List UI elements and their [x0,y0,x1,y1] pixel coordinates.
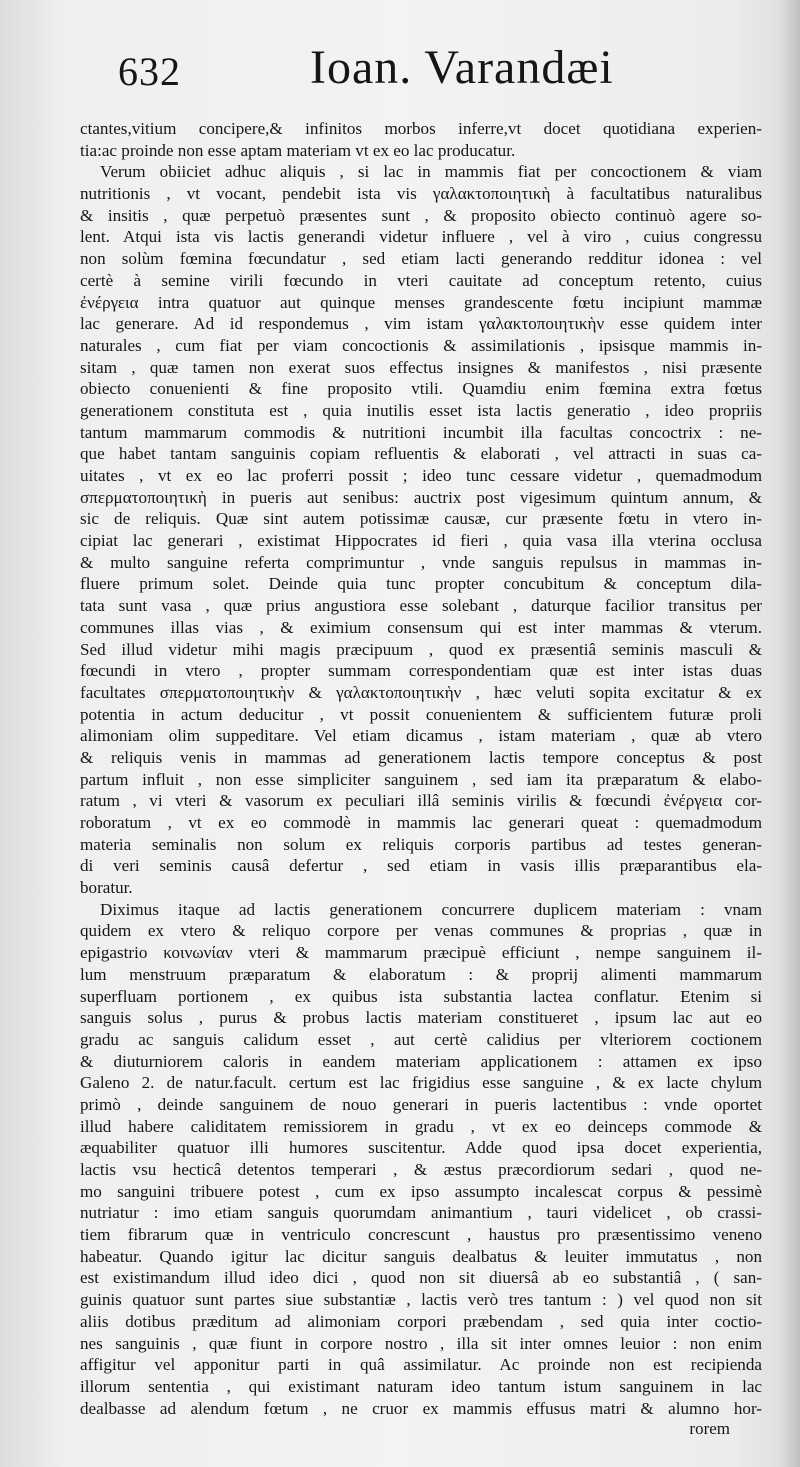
text-line: Galeno 2. de natur.facult. certum est lac frigidius esse sanguine , & ex lacte chylum [80,1073,762,1093]
text-line: illud habere caliditatem remissiorem in gradu , vt ex eo deinceps commode & [80,1116,762,1136]
text-line: est existimandum illud ideo dici , quod non sit diuersâ ab eo substantiâ , ( san- [80,1268,762,1288]
text-line: obiecto conuenienti & fine proposito vtili. Quamdiu enim fœmina extra fœtus [80,379,762,399]
text-line: tiem fibrarum quæ in ventriculo concrescunt , haustus pro præsentissimo veneno [80,1225,762,1245]
body-text [80,118,762,1419]
text-line: nutriatur : imo etiam sanguis quorumdam animantium , tauri videlicet , ob crassi- [80,1203,762,1223]
text-line: uitates , vt ex eo lac proferri possit ; ideo tunc cessare videtur , quemadmodum [80,466,762,485]
text-line: alimoniam olim suppeditare. Vel etiam dicamus , istam materiam , quæ ab vtero [80,726,762,746]
text-line: illorum sententia , qui existimant naturam ideo tantum istum sanguinem in lac [80,1376,762,1396]
text-line: gradu ac sanguis calidum esset , aut certè calidius per vlteriorem coctionem [80,1029,762,1049]
text-line: & reliquis venis in mammas ad generationem lactis tempore conceptus & post [80,747,762,767]
text-line: nutritionis , vt vocant, pendebit ista vis γαλακτοποιητικὴ à facultatibus naturalibus [80,184,762,204]
text-line: dealbasse ad alendum fœtum , ne cruor ex mammis effusus matri & alumno hor- [80,1398,762,1418]
text-line: lum menstruum præparatum & elaboratum : & proprij alimenti mammarum [80,964,762,984]
text-line: non solùm fœmina fœcundatur , sed etiam lacti generando redditur idonea : vel [80,249,762,269]
text-line: roboratum , vt ex eo commodè in mammis lac generari queat : quemadmodum [80,813,762,832]
spine-shadow [780,0,800,1467]
text-line: epigastrio κοινωνίαν vteri & mammarum præcipuè efficiunt , nempe sanguinem il- [80,943,762,963]
text-line: habeatur. Quando igitur lac dicitur sanguis dealbatus & leuiter immutatus , non [80,1246,762,1266]
text-line: & multo sanguine referta comprimuntur , vnde sanguis repulsus in mammas in- [80,552,762,572]
text-line: mo sanguini tribuere potest , cum ex ipso assumpto incalescat corpus & pessimè [80,1181,762,1201]
text-line: que habet tantam sanguinis copiam refluentis & elaborati , vel attracti in suas ca- [80,444,762,464]
page-header [110,40,760,100]
text-line: tia:ac proinde non esse aptam materiam vt ex eo lac producatur. [80,140,516,160]
text-line: Diximus itaque ad lactis generationem concurrere duplicem materiam : vnam [100,899,762,919]
text-line: superfluam portionem , ex quibus ista substantia lactea conflatur. Etenim si [80,986,762,1006]
text-line: certè à semine virili fœcundo in vteri cauitate ad conceptum retento, cuius [80,270,762,290]
text-line: & insitis , quæ perpetuò præsentes sunt , & proposito obiecto continuò agere so- [80,205,762,225]
text-line: tata sunt vasa , quæ prius angustiora esse solebant , daturque facilior transitus per [80,596,762,616]
page-number: 632 [118,49,181,94]
text-line: lactis vsu hecticâ detentos temperari , & æstus præcordiorum sedari , quod ne- [80,1160,762,1179]
text-line: tantum mammarum commodis & nutritioni incumbit illa facultas concoctrix : ne- [80,422,762,442]
text-line: & diuturniorem caloris in eandem materiam applicationem : attamen ex ipso [80,1051,762,1071]
text-line: ratum , vi vteri & vasorum ex peculiari illâ seminis virilis & fœcundi ἐνέργεια cor- [80,791,762,811]
text-line: affigitur vel apponitur parti in quâ assimilatur. Ac proinde non est recipienda [80,1355,762,1375]
text-line: quidem ex vtero & reliquo corpore per venas communes & proprias , quæ in [80,921,762,941]
text-line: lac generare. Ad id respondemus , vim istam γαλακτοποιητικὴν esse quidem inter [80,314,762,334]
text-line: Sed illud videtur mihi magis præcipuum , quod ex præsentiâ seminis masculi & [80,639,762,659]
text-line: facultates σπερματοποιητικὴν & γαλακτοποιητικὴν , hæc veluti sopita excitatur & ex [80,682,762,702]
text-line: nes sanguinis , quæ fiunt in corpore nostro , illa sit inter omnes leuior : non enim [80,1333,762,1353]
text-line: σπερματοποιητικὴ in pueris aut senibus: auctrix post vigesimum quintum annum, & [80,487,762,507]
text-line: generationem constituta est , quia inutilis esset ista lactis generatio , ideo propriis [80,400,762,420]
text-line: sanguis solus , purus & probus lactis materiam constitueret , ipsum lac aut eo [80,1008,762,1028]
text-line: naturales , cum fiat per viam concoctionis & assimilationis , ipsisque mammis in- [80,335,762,355]
text-line: Verum obiiciet adhuc aliquis , si lac in mammis fiat per concoctionem & viam [100,162,762,182]
text-line: boratur. [80,878,133,898]
text-line: partum influit , non esse simpliciter sanguinem , sed iam ita præparatum & elabo- [80,769,762,789]
catchword: rorem [689,1419,730,1438]
text-line: materia seminalis non solum ex reliquis corporis partibus ad testes generan- [80,834,762,854]
text-line: æquabiliter quatuor illi humores suscitentur. Adde quod ipsa docet experientia, [80,1138,762,1158]
text-line: lent. Atqui ista vis lactis generandi videtur influere , vel à viro , cuius congressu [80,227,762,247]
text-line: communes illas vias , & eximium consensum qui est inter mammas & vterum. [80,617,762,637]
text-line: aliis dotibus præditum ad alimoniam corpori præbendam , sed quia inter coctio- [80,1311,762,1331]
text-line: guinis quatuor sunt partes siue substantiæ , lactis verò tres tantum : ) vel quod non sit [80,1290,762,1310]
text-line: ἐνέργεια intra quatuor aut quinque menses grandescente fœtu incipiunt mammæ [80,292,762,312]
text-line: potentia in actum deducitur , vt possit conuenientem & sufficientem futuræ proli [80,704,762,724]
text-line: di veri seminis causâ defertur , sed etiam in vasis illis præparantibus ela- [80,856,762,876]
running-head: Ioan. Varandæi [310,41,614,94]
text-line: sic de reliquis. Quæ sint autem potissimæ causæ, cur præsente fœtu in vtero in- [80,509,762,529]
text-line: primò , deinde sanguinem de nouo generari in pueris lactentibus : vnde oportet [80,1094,762,1114]
text-line: cipiat lac generari , existimat Hippocrates id fieri , quia vasa illa vterina occlusa [80,531,762,551]
text-line: ctantes,vitium concipere,& infinitos morbos inferre,vt docet quotidiana experien- [80,119,762,138]
text-line: fœcundi in vtero , propter summam correspondentiam quæ est inter istas duas [80,661,762,681]
text-line: fluere primum solet. Deinde quia tunc propter concubitum & conceptum dila- [80,574,762,594]
text-line: sitam , quæ tamen non exerat suos effectus insignes & manifestos , nisi præsente [80,357,762,377]
